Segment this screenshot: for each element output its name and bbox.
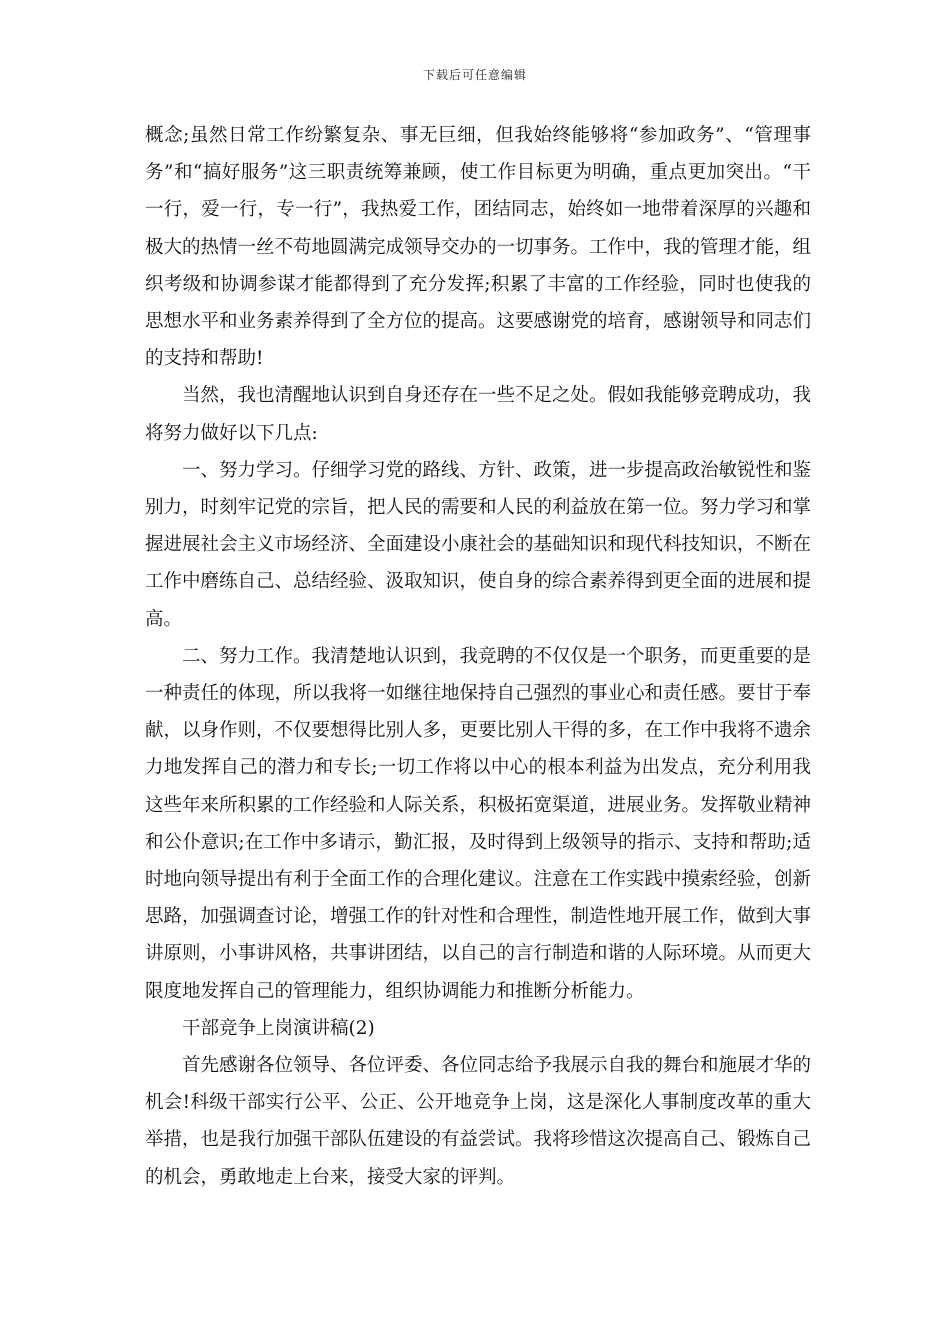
paragraph-continuation: 概念;虽然日常工作纷繁复杂、事无巨细，但我始终能够将“参加政务”、“管理事务”和“搞好服务”这三职责统筹兼顾，使工作目标更为明确，重点更加突出。“干一行，爱一行，专一行”，我热爱工作，团结同志，始终如一地带着深厚的兴趣和极大的热情一丝不苟地圆满完成领导交办的一切事务。工作中，我的管理才能，组织考级和协调参谋才能都得到了充分发挥;积累了丰富的工作经验，同时也使我的思想水平和业务素养得到了全方位的提高。这要感谢党的培育，感谢领导和同志们的支持和帮助! [145, 125, 812, 370]
page-header: 下载后可任意编辑 [422, 68, 527, 82]
paragraph-point-study: 一、努力学习。仔细学习党的路线、方针、政策，进一步提高政治敏锐性和鉴别力，时刻牢记党的宗旨，把人民的需要和人民的利益放在第一位。努力学习和掌握进展社会主义市场经济、全面建设小康社会的基础知识和现代科技知识，不断在工作中磨练自己、总结经验、汲取知识，使自身的综合素养得到更全面的进展和提高。 [145, 459, 812, 630]
paragraph-shortcomings: 当然，我也清醒地认识到自身还存在一些不足之处。假如我能够竞聘成功，我将努力做好以下几点: [145, 385, 812, 444]
document-body [145, 117, 811, 1196]
paragraph-point-work: 二、努力工作。我清楚地认识到，我竞聘的不仅仅是一个职务，而更重要的是一种责任的体现，所以我将一如继往地保持自己强烈的事业心和责任感。要甘于奉献，以身作则，不仅要想得比别人多，更要比别人干得的多，在工作中我将不遗余力地发挥自己的潜力和专长;一切工作将以中心的根本利益为出发点，充分利用我这些年来所积累的工作经验和人际关系，积极拓宽渠道，进展业务。发挥敬业精神和公仆意识;在工作中多请示，勤汇报，及时得到上级领导的指示、支持和帮助;适时地向领导提出有利于全面工作的合理化建议。注意在工作实践中摸索经验，创新思路，加强调查讨论，增强工作的针对性和合理性，制造性地开展工作，做到大事讲原则，小事讲风格，共事讲团结，以自己的言行制造和谐的人际环境。从而更大限度地发挥自己的管理能力，组织协调能力和推断分析能力。 [145, 645, 812, 1002]
section-heading: 干部竞争上岗演讲稿(2) [182, 1017, 375, 1039]
paragraph-opening-thanks: 首先感谢各位领导、各位评委、各位同志给予我展示自我的舞台和施展才华的机会!科级干部实行公平、公正、公开地竞争上岗，这是深化人事制度改革的重大举措，也是我行加强干部队伍建设的有益尝试。我将珍惜这次提高自己、锻炼自己的机会，勇敢地走上台来，接受大家的评判。 [145, 1055, 812, 1188]
